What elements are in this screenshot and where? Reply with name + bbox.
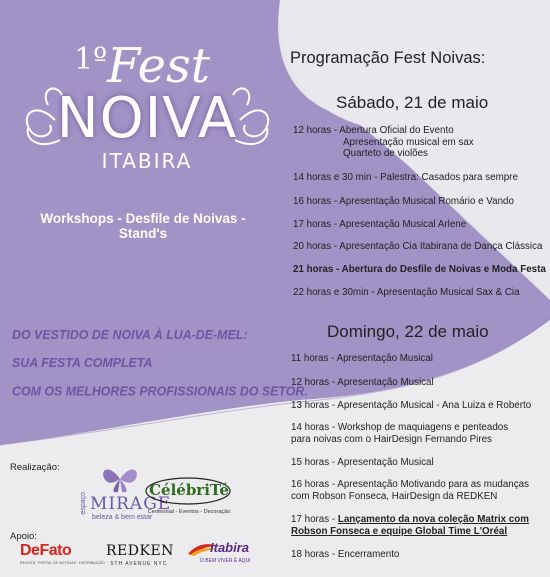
- celebrite-name: CélébriTé: [149, 481, 229, 499]
- saturday-item-highlight: 21 horas - Abertura do Desfile de Noivas e Moda Festa: [293, 264, 546, 275]
- itabira-slogan: O BEM VIVER É AQUI: [200, 558, 251, 564]
- butterfly-icon: [100, 464, 140, 494]
- saturday-item: 22 horas e 30min - Apresentação Musical Sax & Cia: [293, 287, 520, 298]
- realizacao-label: Realização:: [10, 462, 60, 473]
- event-tagline: Workshops - Desfile de Noivas - Stand's: [40, 211, 246, 241]
- promo-text: [12, 321, 308, 406]
- promo-line: DO VESTIDO DE NOIVA À LUA-DE-MEL:: [12, 327, 248, 342]
- redken-name: REDKEN: [106, 543, 174, 559]
- program-title: Programação Fest Noivas:: [290, 49, 486, 67]
- promo-line: COM OS MELHORES PROFISSIONAIS DO SETOR.: [12, 383, 308, 399]
- saturday-item: 17 horas - Apresentação Musical Arlene: [293, 219, 467, 230]
- sunday-item: 15 horas - Apresentação Musical: [291, 457, 434, 468]
- saturday-item: 12 horas - Abertura Oficial do Evento Apresentação musical em sax Quarteto de violões: [293, 125, 474, 160]
- sunday-item: 13 horas - Apresentação Musical - Ana Luiza e Roberto: [291, 400, 532, 411]
- sponsor-defato: [20, 542, 105, 572]
- logo-fest: Fest: [107, 38, 211, 94]
- logo-noiva: NOIVA: [56, 86, 238, 151]
- sponsor-celebrite: [141, 476, 237, 524]
- itabira-name: Itabira: [210, 540, 250, 555]
- sunday-item: 14 horas - Workshop de maquiagens e penteados para noivas com o HairDesign Fernando Pires: [291, 422, 509, 445]
- sunday-item: 18 horas - Encerramento: [291, 549, 400, 560]
- logo-edition: 1º: [74, 42, 108, 77]
- promo-line: SUA FESTA COMPLETA: [12, 355, 153, 371]
- sunday-title: Domingo, 22 de maio: [327, 322, 489, 341]
- mirage-name: MIRAGE: [90, 494, 172, 514]
- saturday-item: 14 horas e 30 min - Palestra: Casados para sempre: [293, 172, 518, 183]
- defato-name: DeFato: [20, 542, 72, 559]
- sunday-item-highlight: 17 horas - Lançamento da nova coleção Matrix com Robson Fonseca e equipe Global Time L'Oréal: [291, 514, 529, 537]
- sunday-item: 12 horas - Apresentação Musical: [291, 377, 434, 388]
- saturday-item: 20 horas - Apresentação Cia Itabirana de Dança Clássica: [293, 241, 543, 252]
- mirage-prefix: espaço: [80, 492, 87, 515]
- celebrite-slogan: Cerimonial - Eventos - Decoração: [147, 509, 231, 515]
- defato-slogan: REVISTA · PORTAL DE NOTÍCIAS · DISTRIBUIÇÃO: [20, 561, 105, 565]
- sponsor-redken: [106, 543, 172, 571]
- sunday-item: 11 horas - Apresentação Musical: [291, 353, 433, 364]
- sunday-item: 16 horas - Apresentação Motivando para as mudanças com Robson Fonseca, HairDesign da REDKEN: [291, 479, 529, 502]
- saturday-item: 16 horas - Apresentação Musical Romário e Vando: [293, 196, 514, 207]
- event-logo: [22, 38, 272, 178]
- logo-city: ITABIRA: [101, 149, 193, 173]
- mirage-slogan: beleza & bem estar: [92, 514, 153, 521]
- sponsor-itabira: [186, 540, 262, 572]
- redken-slogan: 5TH AVENUE NYC: [110, 561, 168, 567]
- saturday-title: Sábado, 21 de maio: [336, 93, 489, 112]
- apoio-label: Apoio:: [10, 531, 37, 542]
